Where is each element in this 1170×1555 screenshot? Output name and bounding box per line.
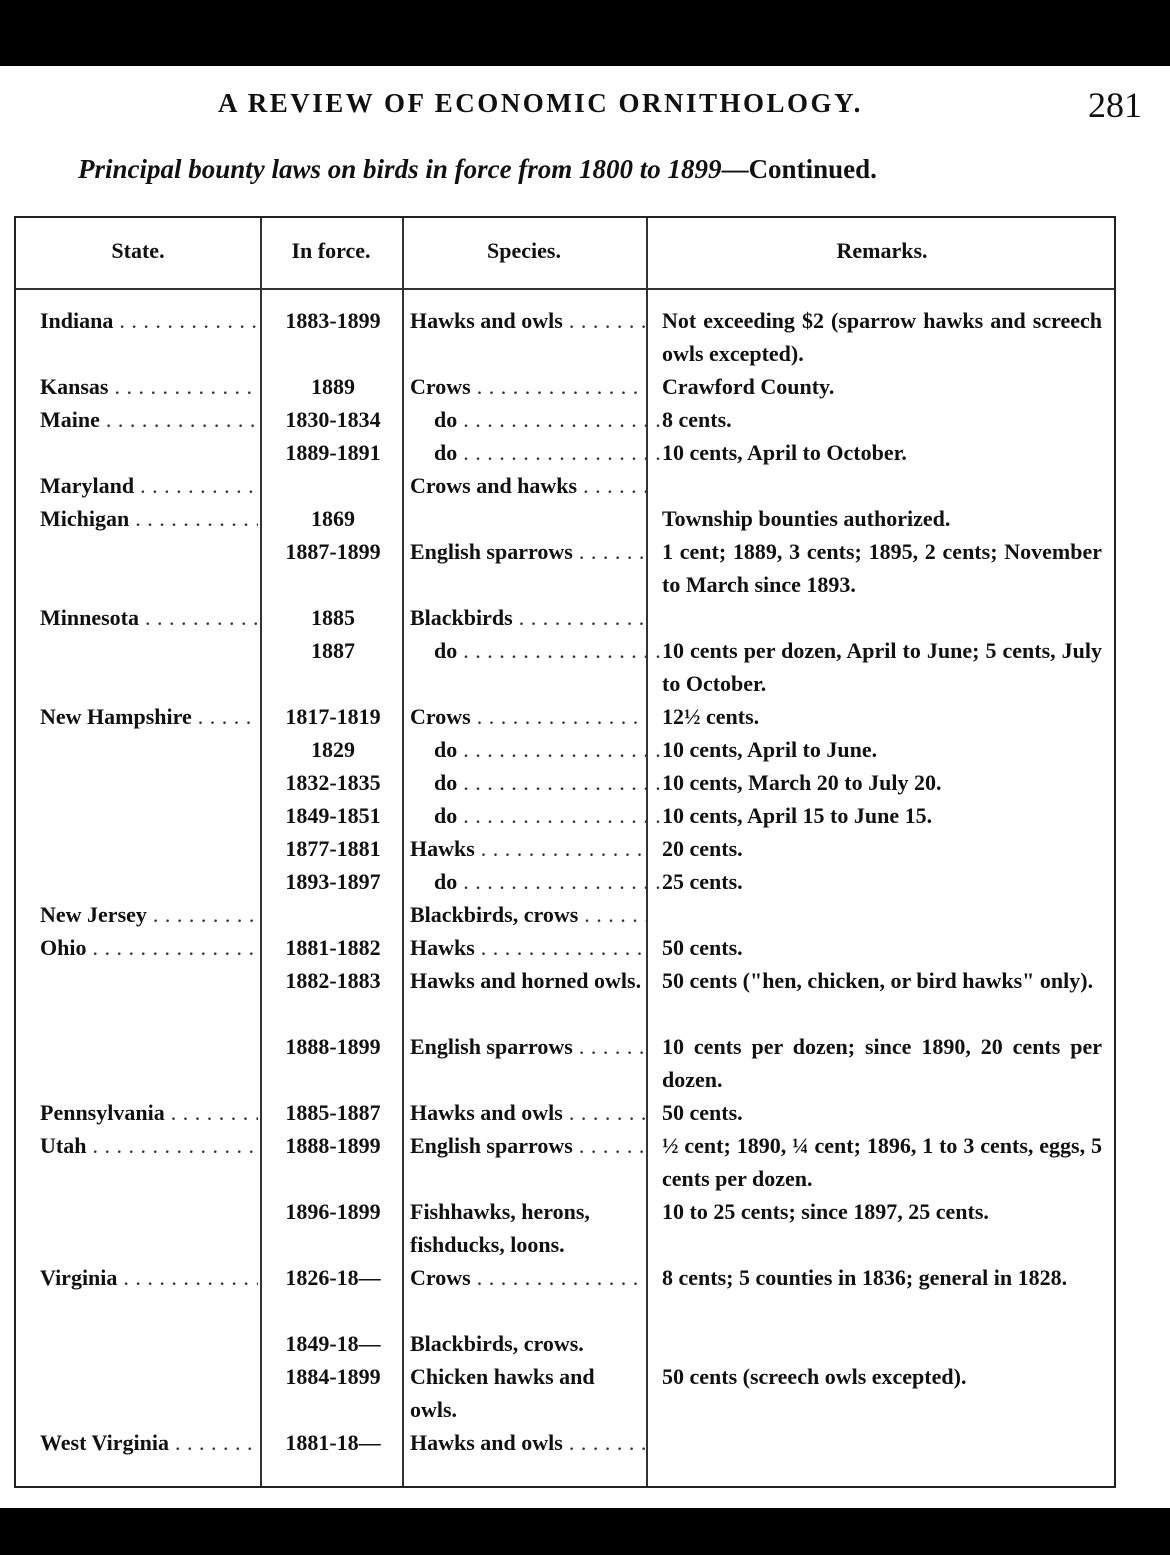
cell-state: New Hampshire . . .: [40, 700, 258, 733]
cell-in-force: 1885: [311, 605, 355, 630]
table-row: [16, 502, 1114, 535]
cell-in-force: 1889: [311, 374, 355, 399]
cell-remarks: 10 cents, April to June.: [662, 737, 878, 762]
cell-remarks: 10 cents per dozen, April to June; 5 cents, July to October.: [662, 638, 1102, 696]
cell-species: do . . .: [410, 799, 670, 832]
cell-remarks: Not exceeding $2 (sparrow hawks and screech owls excepted).: [662, 308, 1102, 366]
running-title: A REVIEW OF ECONOMIC ORNITHOLOGY.: [218, 88, 863, 118]
cell-remarks: 10 cents, April 15 to June 15.: [662, 803, 933, 828]
cell-in-force: 1817-1819: [285, 704, 381, 729]
cell-remarks: 12½ cents.: [662, 704, 760, 729]
table-row: [16, 469, 1114, 502]
cell-species: Hawks and owls . . .: [410, 304, 646, 337]
caption-continued: —Continued.: [721, 154, 877, 184]
cell-species: Blackbirds, crows.: [410, 1331, 584, 1356]
cell-species: Crows and hawks . . .: [410, 469, 646, 502]
cell-in-force: 1881-1882: [285, 935, 381, 960]
table-row: [16, 601, 1114, 634]
cell-species: do . . .: [410, 733, 670, 766]
table-row: [16, 304, 1114, 370]
cell-state: Minnesota . . .: [40, 601, 258, 634]
cell-remarks: Crawford County.: [662, 374, 835, 399]
cell-remarks: 10 cents, April to October.: [662, 440, 907, 465]
table-row: [16, 799, 1114, 832]
table-row: [16, 1096, 1114, 1129]
cell-state: Maine . . .: [40, 403, 258, 436]
cell-remarks: 10 cents, March 20 to July 20.: [662, 770, 942, 795]
cell-in-force: 1882-1883: [285, 968, 381, 993]
cell-state: Maryland . . .: [40, 469, 258, 502]
cell-remarks: 50 cents.: [662, 1100, 743, 1125]
col-header-remarks: Remarks.: [836, 238, 928, 263]
cell-state: West Virginia . . .: [40, 1426, 258, 1459]
cell-remarks: 20 cents.: [662, 836, 743, 861]
caption-title: Principal bounty laws on birds in force from 1800 to 1899: [78, 154, 722, 184]
cell-species: do . . .: [410, 634, 670, 667]
cell-in-force: 1888-1899: [285, 1133, 381, 1158]
table-row: [16, 436, 1114, 469]
table-row: [16, 766, 1114, 799]
cell-in-force: 1849-18—: [285, 1331, 381, 1356]
cell-state: Utah . . .: [40, 1129, 258, 1162]
cell-in-force: 1896-1899: [285, 1199, 381, 1224]
bounty-table: [14, 216, 1116, 1488]
cell-in-force: 1877-1881: [285, 836, 381, 861]
cell-species: Blackbirds . . .: [410, 601, 646, 634]
table-row: [16, 1195, 1114, 1261]
table-row: [16, 1030, 1114, 1096]
cell-species: English sparrows . . .: [410, 1030, 646, 1063]
table-row: [16, 931, 1114, 964]
table-row: [16, 832, 1114, 865]
table-row: [16, 403, 1114, 436]
cell-in-force: 1885-1887: [285, 1100, 381, 1125]
cell-species: Crows . . .: [410, 1261, 646, 1294]
cell-remarks: 8 cents.: [662, 407, 732, 432]
cell-in-force: 1887-1899: [285, 539, 381, 564]
table-row: [16, 1360, 1114, 1426]
col-header-species: Species.: [487, 238, 561, 263]
document-page: [0, 66, 1170, 1508]
table-row: [16, 370, 1114, 403]
table-caption: [78, 154, 1078, 185]
col-header-state: State.: [111, 238, 165, 263]
cell-in-force: 1830-1834: [285, 407, 381, 432]
cell-species: Hawks . . .: [410, 931, 646, 964]
cell-in-force: 1849-1851: [285, 803, 381, 828]
cell-species: Chicken hawks and owls.: [410, 1364, 595, 1422]
cell-remarks: 50 cents ("hen, chicken, or bird hawks" only).: [662, 968, 1094, 993]
cell-in-force: 1883-1899: [285, 308, 381, 333]
cell-species: do . . .: [410, 865, 670, 898]
cell-species: Blackbirds, crows . . .: [410, 898, 646, 931]
cell-remarks: Township bounties authorized.: [662, 506, 951, 531]
cell-species: Hawks and horned owls.: [410, 968, 642, 993]
cell-remarks: 50 cents (screech owls excepted).: [662, 1364, 967, 1389]
header-rule: [16, 288, 1114, 290]
table-row: [16, 1327, 1114, 1360]
cell-in-force: 1884-1899: [285, 1364, 381, 1389]
table-row: [16, 733, 1114, 766]
cell-in-force: 1869: [311, 506, 355, 531]
cell-in-force: 1832-1835: [285, 770, 381, 795]
table-row: [16, 1129, 1114, 1195]
cell-remarks: 1 cent; 1889, 3 cents; 1895, 2 cents; November to March since 1893.: [662, 539, 1102, 597]
page-number: 281: [1088, 85, 1142, 125]
cell-in-force: 1826-18—: [285, 1265, 381, 1290]
table-row: [16, 865, 1114, 898]
cell-species: English sparrows . . .: [410, 1129, 646, 1162]
cell-state: Pennsylvania . . .: [40, 1096, 258, 1129]
table-row: [16, 1426, 1114, 1459]
cell-species: do . . .: [410, 403, 670, 436]
cell-in-force: 1881-18—: [285, 1430, 381, 1455]
cell-remarks: 50 cents.: [662, 935, 743, 960]
cell-state: Michigan . . .: [40, 502, 258, 535]
cell-species: Hawks and owls . . .: [410, 1426, 646, 1459]
table-row: [16, 634, 1114, 700]
cell-in-force: 1893-1897: [285, 869, 381, 894]
cell-species: English sparrows . . .: [410, 535, 646, 568]
col-header-in-force: In force.: [291, 238, 371, 263]
cell-species: Hawks and owls . . .: [410, 1096, 646, 1129]
table-row: [16, 1261, 1114, 1327]
cell-state: Indiana . . .: [40, 304, 258, 337]
cell-state: Ohio . . .: [40, 931, 258, 964]
cell-species: do . . .: [410, 436, 670, 469]
table-row: [16, 535, 1114, 601]
cell-species: Crows . . .: [410, 700, 646, 733]
cell-species: Crows . . .: [410, 370, 646, 403]
cell-state: Virginia . . .: [40, 1261, 258, 1294]
cell-remarks: 10 to 25 cents; since 1897, 25 cents.: [662, 1199, 989, 1224]
table-row: [16, 700, 1114, 733]
cell-species: Hawks . . .: [410, 832, 646, 865]
cell-state: Kansas . . .: [40, 370, 258, 403]
cell-in-force: 1829: [311, 737, 355, 762]
running-head: [0, 84, 1170, 124]
cell-species: Fishhawks, herons, fishducks, loons.: [410, 1199, 590, 1257]
cell-species: do . . .: [410, 766, 670, 799]
cell-state: New Jersey . . .: [40, 898, 258, 931]
cell-in-force: 1889-1891: [285, 440, 381, 465]
cell-remarks: 25 cents.: [662, 869, 743, 894]
cell-in-force: 1888-1899: [285, 1034, 381, 1059]
cell-remarks: ½ cent; 1890, ¼ cent; 1896, 1 to 3 cents, eggs, 5 cents per dozen.: [662, 1133, 1102, 1191]
table-row: [16, 964, 1114, 1030]
cell-remarks: 8 cents; 5 counties in 1836; general in 1828.: [662, 1265, 1068, 1290]
table-row: [16, 898, 1114, 931]
cell-in-force: 1887: [311, 638, 355, 663]
cell-remarks: 10 cents per dozen; since 1890, 20 cents per dozen.: [662, 1034, 1102, 1092]
